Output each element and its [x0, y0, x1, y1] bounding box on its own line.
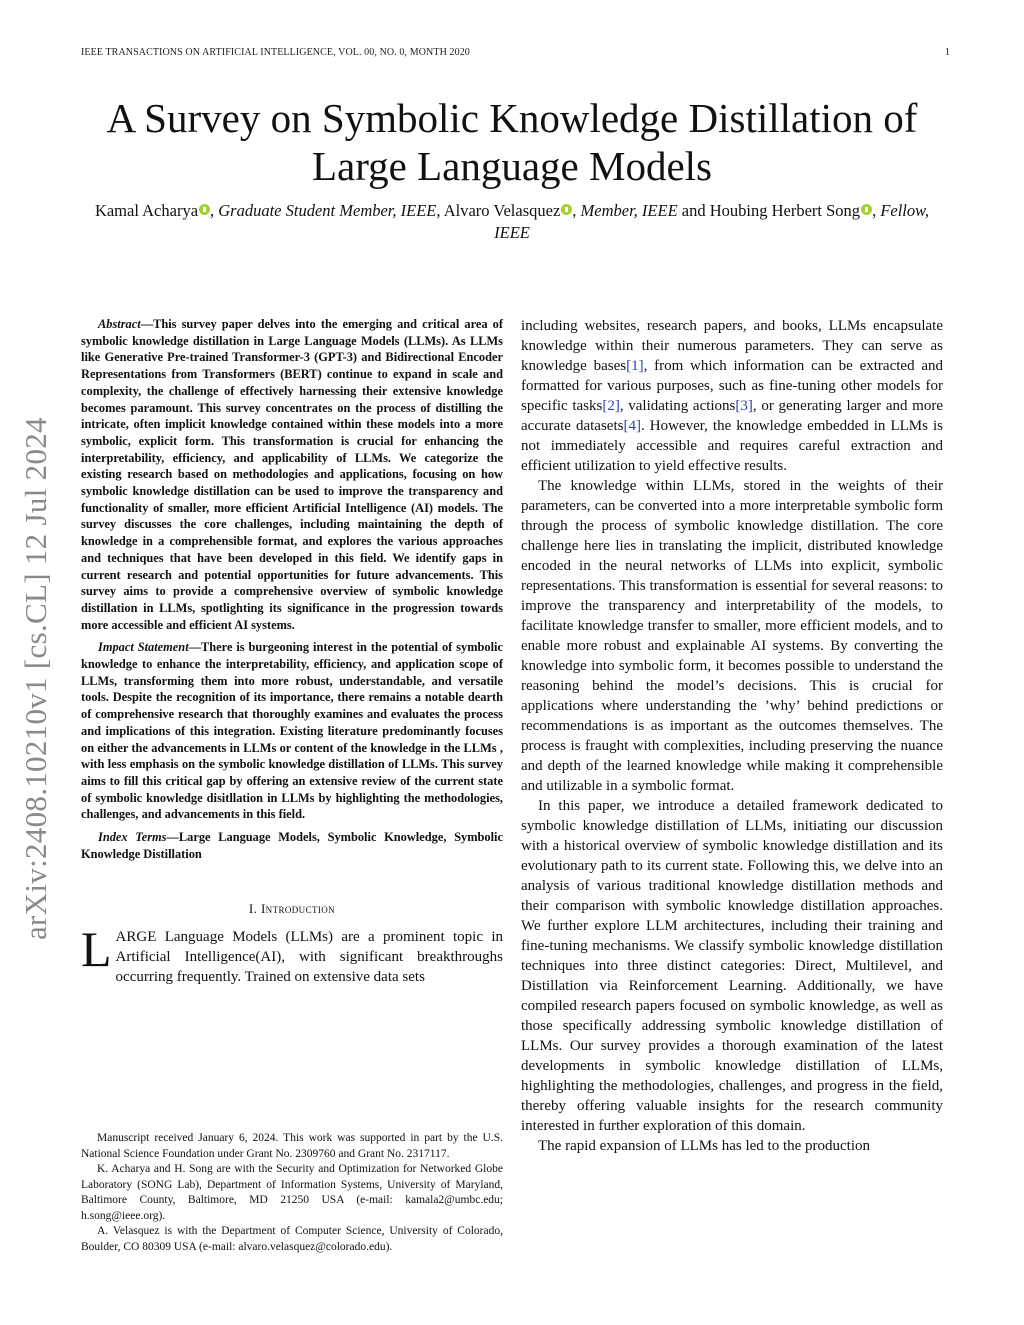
left-column [81, 316, 503, 987]
abstract-text: This survey paper delves into the emerging and critical area of symbolic knowledge distillation in Large Language Models (LLMs). As LLMs like Generative Pre-trained Transformer-3 (GPT-3) and Bidirectional Encoder Representations from Transformers (BERT) continue to expand in scale and complexity, the challenge of effectively harnessing their extensive knowledge becomes paramount. This survey concentrates on the process of distilling the intricate, often implicit knowledge contained within these models into a more symbolic, explicit form. This transformation is crucial for enhancing the interpretability, efficiency, and applicability of LLMs. We categorize the existing research based on methodologies and applications, focusing on how symbolic knowledge distillation can be used to improve the transparency and functionality of smaller, more efficient Artificial Intelligence (AI) models. The survey discusses the core challenges, including maintaining the depth of knowledge in a comprehensible format, and explores the various approaches and techniques that have been developed in this field. We identify gaps in current research and potential opportunities for future advancements. This survey aims to provide a comprehensive overview of symbolic knowledge distillation in LLMs, spotlighting its significance in the progression towards more accessible and efficient AI systems. [81, 317, 503, 632]
index-terms: Index Terms—Large Language Models, Symbolic Knowledge, Symbolic Knowledge Distillation [81, 830, 503, 861]
impact-statement: Impact Statement—There is burgeoning interest in the potential of symbolic knowledge to enhance the interpretability, efficiency, and application scope of LLMs, transforming them into more robust, understandable, and versatile tools. Despite the recognition of its importance, there remains a notable dearth of comprehensive research that thoroughly examines and evaluates the process and implications of this integration. Existing literature predominantly focuses on either the advancements in LLMs or content of the knowledge in the LLMs , with less emphasis on the symbolic knowledge distillation of LLMs. This survey aims to fill this critical gap by offering an extensive review of the current state of symbolic knowledge disitllation in LLMs by highlighting the methodologies, challenges, and advancements in this field. [81, 640, 503, 822]
orcid-icon[interactable] [561, 204, 572, 215]
footnote: A. Velasquez is with the Department of Computer Science, University of Colorado, Boulder, CO 80309 USA (e-mail: alvaro.velasquez@colorado.edu). [81, 1225, 503, 1253]
index-terms-text: Large Language Models, Symbolic Knowledge, Symbolic Knowledge Distillation [81, 830, 503, 861]
body-text: , validating actions [619, 398, 736, 414]
author-name: Alvaro Velasquez [443, 201, 561, 220]
intro-paragraph [81, 920, 503, 987]
abstract-label: Abstract [98, 317, 141, 331]
citation-link[interactable]: [1] [626, 358, 644, 374]
footnote: Manuscript received January 6, 2024. This work was supported in part by the U.S. National Science Foundation under Grant No. 2309760 and Grant No. 2317117. [81, 1132, 503, 1160]
running-header [81, 47, 950, 58]
arxiv-identifier[interactable]: arXiv:2408.10210v1 [cs.CL] 12 Jul 2024 [18, 417, 53, 940]
orcid-icon[interactable] [861, 204, 872, 215]
body-paragraph [521, 316, 943, 476]
author-name: Kamal Acharya [94, 201, 199, 220]
body-text: . However, the knowledge embedded in LLMs is not immediately accessible and requires careful extraction and efficient utilization to yield effective results. [521, 418, 943, 474]
author-role: Fellow, IEEE [494, 201, 930, 242]
author-name: Houbing Herbert Song [709, 201, 861, 220]
citation-link[interactable]: [4] [623, 418, 641, 434]
footnotes [81, 1131, 503, 1255]
paper-title: A Survey on Symbolic Knowledge Distillation of Large Language Models [106, 95, 918, 189]
body-paragraph: In this paper, we introduce a detailed framework dedicated to symbolic knowledge distillation of LLMs, initiating our discussion with a historical overview of symbolic knowledge distillation and its evolutionary path to its current state. Following this, we delve into an analysis of various traditional knowledge distillation methods and their comparison with symbolic knowledge distillation approaches. We further explore LLM architectures, including their training and fine-tuning mechanisms. We classify symbolic knowledge distillation techniques into three distinct categories: Direct, Multilevel, and Distillation via Reinforcement Learning. Additionally, we have compiled research papers focused on symbolic knowledge, as well as those specifically addressing symbolic knowledge distillation of LLMs. Our survey provides a thorough examination of the latest developments in symbolic knowledge distillation of LLMs, highlighting the methodologies, challenges, and progress in the field, thereby offering valuable insights for the research community interested in further exploration of this domain. [521, 798, 943, 1134]
index-terms-label: Index Terms [98, 830, 167, 845]
author-connector: and [681, 201, 706, 220]
orcid-icon[interactable] [199, 204, 210, 215]
section-number: I. [248, 900, 258, 916]
drop-cap: L [81, 920, 112, 977]
body-text: , or generating larger and more accurate datasets [521, 398, 944, 434]
page-number: 1 [944, 47, 950, 58]
section-heading [81, 901, 503, 917]
body-paragraph: The knowledge within LLMs, stored in the weights of their parameters, can be converted into a more interpretable symbolic form through the process of symbolic knowledge distillation. The core challenge here lies in translating the implicit, distributed knowledge encoded in the neural networks of LLMs into explicit, symbolic representations. This transformation is essential for several reasons: to improve the transparency and interpretability of the models, to facilitate knowledge transfer to smaller, more efficient models, and to enable more robust and explainable AI systems. By converting the knowledge into symbolic form, it becomes possible to understand the reasoning behind the model’s decisions. This is crucial for applications where understanding the ’why’ behind predictions or recommendations is as important as the outcomes themselves. The process is fraught with complexities, including preserving the nuance and depth of the learned knowledge while making it comprehensible and utilizable in a symbolic format. [521, 478, 943, 794]
journal-line: IEEE TRANSACTIONS ON ARTIFICIAL INTELLIGENCE, VOL. 00, NO. 0, MONTH 2020 [81, 47, 470, 58]
section-title: Introduction [260, 900, 336, 916]
impact-label: Impact Statement [98, 640, 189, 655]
author-role: Graduate Student Member, IEEE [218, 201, 437, 220]
impact-text: There is burgeoning interest in the potential of symbolic knowledge to enhance the interpretability, efficiency, and application scope of LLMs, transforming them into more robust, understandable, and versatile tools. Despite the recognition of its importance, there remains a notable dearth of comprehensive research that thoroughly examines and evaluates the process and implications of this integration. Existing literature predominantly focuses on either the advancements in LLMs or content of the knowledge in the LLMs , with less emphasis on the symbolic knowledge distillation of LLMs. This survey aims to fill this critical gap by offering an extensive review of the current state of symbolic knowledge disitllation in LLMs by highlighting the methodologies, challenges, and advancements in this field. [81, 640, 503, 822]
abstract: Abstract—This survey paper delves into the emerging and critical area of symbolic knowledge distillation in Large Language Models (LLMs). As LLMs like Generative Pre-trained Transformer-3 (GPT-3) and Bidirectional Encoder Representations from Transformers (BERT) continue to expand in scale and complexity, the challenge of effectively harnessing their extensive knowledge becomes paramount. This survey concentrates on the process of distilling the intricate, often implicit knowledge contained within these models into a more symbolic, explicit form. This transformation is crucial for enhancing the interpretability, efficiency, and applicability of LLMs. We categorize the existing research based on methodologies and applications, focusing on how symbolic knowledge distillation can be used to improve the transparency and functionality of smaller, more efficient Artificial Intelligence (AI) models. The survey discusses the core challenges, including maintaining the depth of knowledge in a comprehensible format, and explores the various approaches and techniques that have been developed in this field. We identify gaps in current research and potential opportunities for future advancements. This survey aims to provide a comprehensive overview of symbolic knowledge distillation in LLMs, spotlighting its significance in the progression towards more accessible and efficient AI systems. [81, 317, 503, 632]
right-column [521, 316, 943, 1156]
footnote: K. Acharya and H. Song are with the Security and Optimization for Networked Globe Laboratory (SONG Lab), Department of Information Systems, University of Maryland, Baltimore County, Baltimore, MD 21250 USA (e-mail: kamala2@umbc.edu; h.song@ieee.org). [81, 1163, 503, 1222]
body-paragraph: The rapid expansion of LLMs has led to the production [538, 1138, 871, 1154]
author-list: Kamal Acharya , Graduate Student Member, IEEE, Alvaro Velasquez , Member, IEEE and Houbing Herbert Song , Fellow, IEEE [94, 201, 930, 242]
body-text: including websites, research papers, and books, LLMs encapsulate knowledge within their numerous parameters. They can serve as knowledge bases [521, 318, 943, 374]
body-text: , from which information can be extracted and formatted for various purposes, such as fine-tuning other models for specific tasks [521, 358, 943, 414]
citation-link[interactable]: [2] [602, 398, 620, 414]
author-role: Member, IEEE [580, 201, 678, 220]
citation-link[interactable]: [3] [735, 398, 753, 414]
intro-text: ARGE Language Models (LLMs) are a prominent topic in Artificial Intelligence(AI), with significant breakthroughs occurring frequently. Trained on extensive data sets [115, 928, 503, 985]
